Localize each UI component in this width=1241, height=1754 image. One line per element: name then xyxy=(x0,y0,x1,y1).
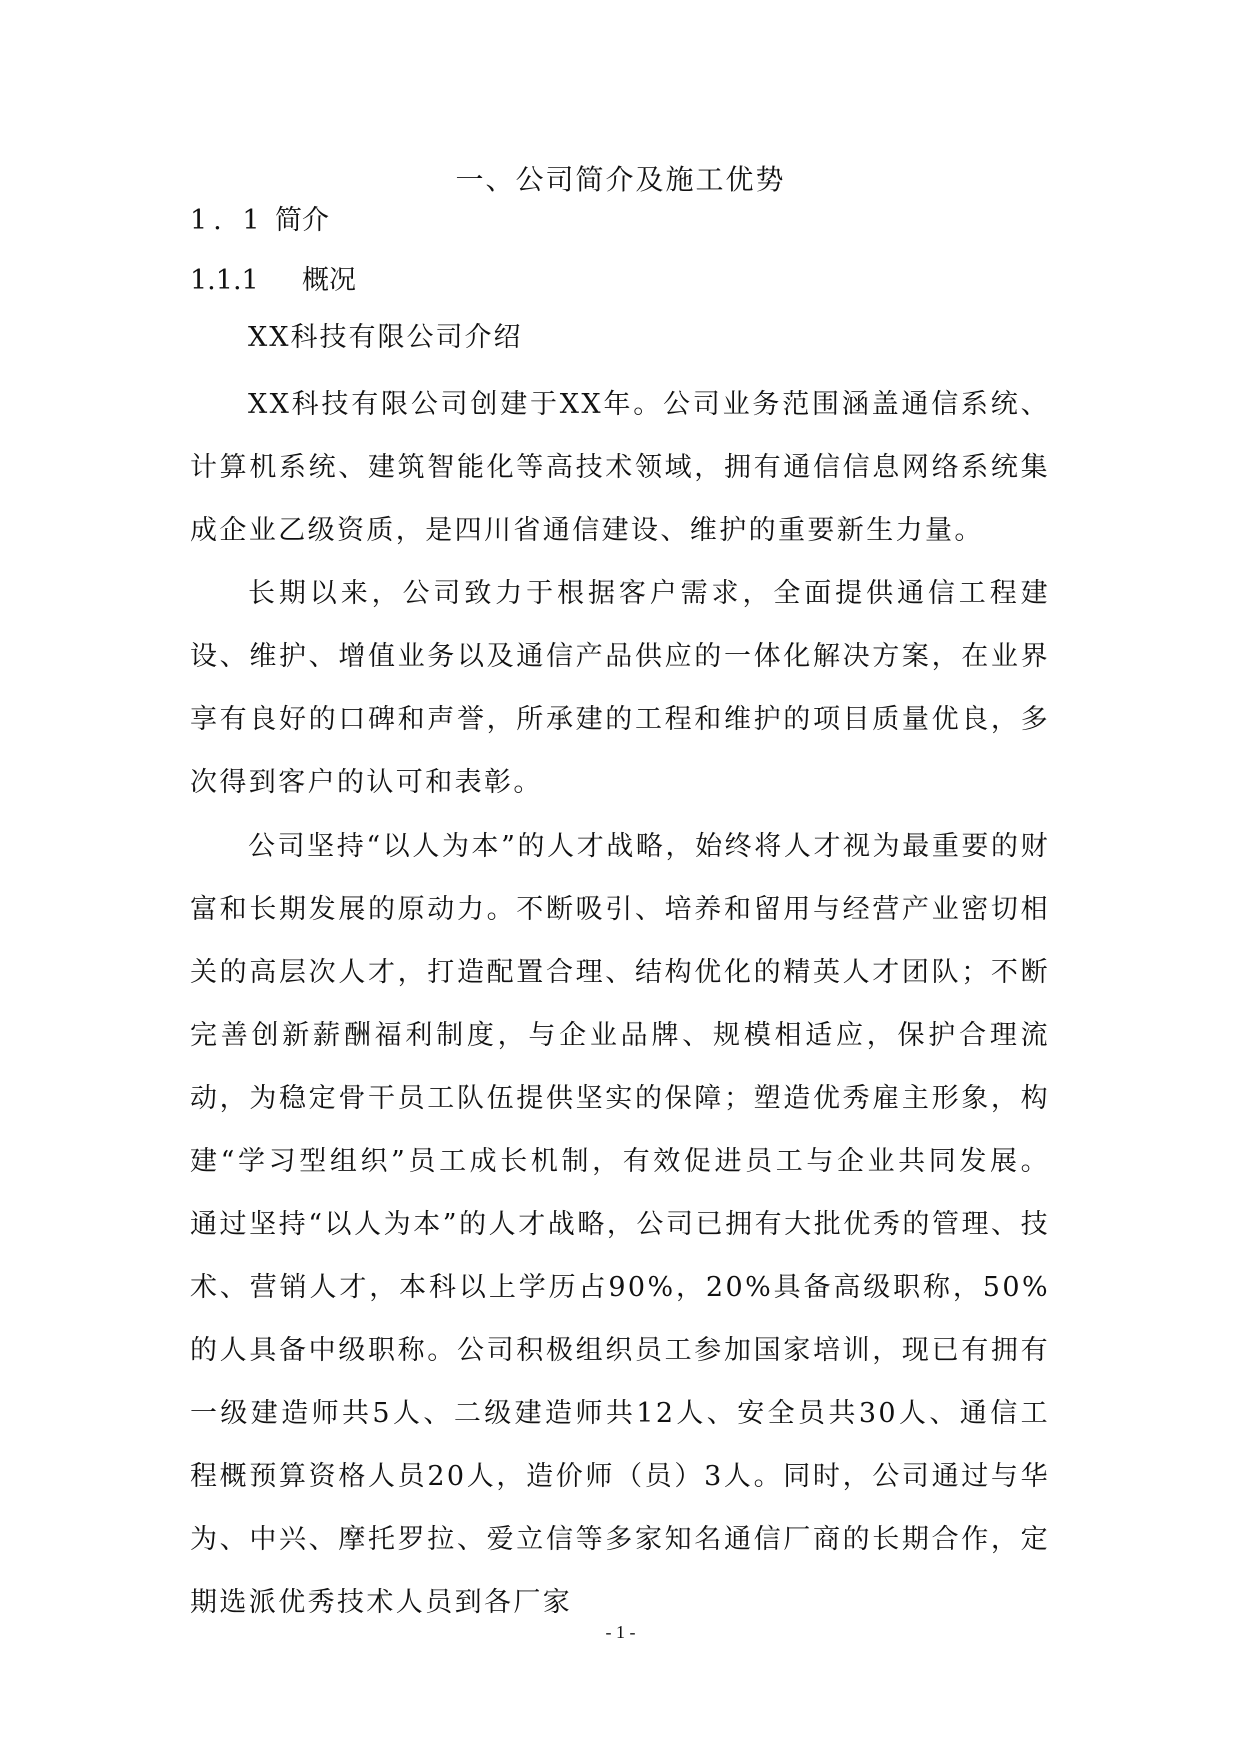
subsection-label: 概况 xyxy=(302,265,356,296)
company-intro-subtitle: XX科技有限公司介绍 xyxy=(248,322,523,353)
paragraph: XX科技有限公司创建于XX年。公司业务范围涵盖通信系统、计算机系统、建筑智能化等高技术领域，拥有通信信息网络系统集成企业乙级资质，是四川省通信建设、维护的重要新生力量。 xyxy=(190,389,1050,546)
page-title: 一、公司简介及施工优势 xyxy=(455,163,786,196)
paragraph: 长期以来，公司致力于根据客户需求，全面提供通信工程建设、维护、增值业务以及通信产品供应的一体化解决方案，在业界享有良好的口碑和声誉，所承建的工程和维护的项目质量优良，多次得到客户的认可和表彰。 xyxy=(190,578,1050,798)
section-heading xyxy=(190,198,329,237)
subsection-number: 1.1.1 xyxy=(190,265,259,296)
page-number: - 1 - xyxy=(605,1622,636,1642)
section-number: 1. 1 xyxy=(190,205,266,236)
section-label: 简介 xyxy=(275,205,329,236)
subsection-heading xyxy=(190,258,356,297)
paragraph: 公司坚持“以人为本”的人才战略，始终将人才视为最重要的财富和长期发展的原动力。不断吸引、培养和留用与经营产业密切相关的高层次人才，打造配置合理、结构优化的精英人才团队；不断完善创新薪酬福利制度，与企业品牌、规模相适应，保护合理流动，为稳定骨干员工队伍提供坚实的保障；塑造优秀雇主形象，构建“学习型组织”员工成长机制，有效促进员工与企业共同发展。 通过坚持“以人为本”的人才战略，公司已拥有大批优秀的管理、技术、营销人才，本科以上学历占90%，20%具备高级职称，50%的人具备中级职称。公司积极组织员工参加国家培训，现已有拥有一级建造师共5人、二级建造师共12人、安全员共30人、通信工程概预算资格人员20人，造价师（员）3人。同时，公司通过与华为、中兴、摩托罗拉、爱立信等多家知名通信厂商的长期合作，定期选派优秀技术人员到各厂家 xyxy=(190,831,1050,1618)
